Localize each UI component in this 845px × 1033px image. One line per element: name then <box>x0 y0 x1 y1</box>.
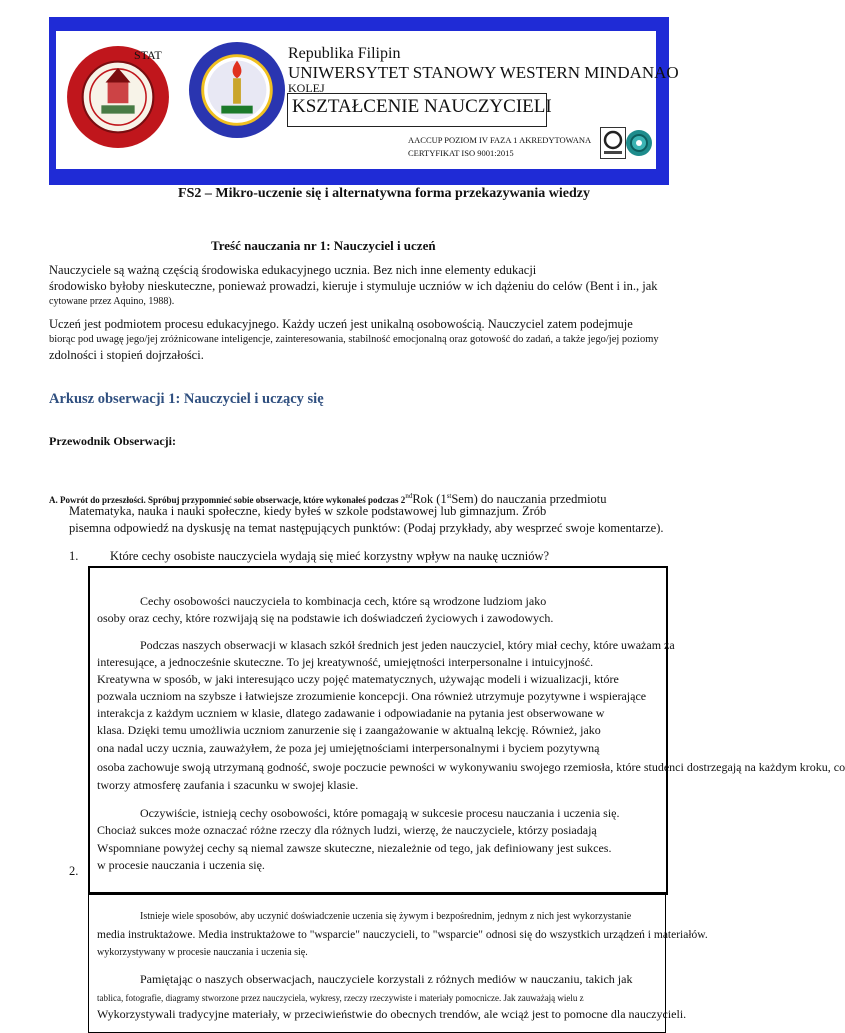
header-accreditation: AACCUP POZIOM IV FAZA 1 AKREDYTOWANA <box>408 135 592 145</box>
question-number: 2. <box>69 864 79 878</box>
answer-line: Wspomniane powyżej cechy są niemal zawsze skuteczne, niezależnie od tego, jak definiowany jest sukces. <box>97 841 612 855</box>
section-a-line2: Matematyka, nauka i nauki społeczne, kiedy byłeś w szkole podstawowej lub gimnazjum. Zrób <box>69 504 547 518</box>
answer-line: Istnieje wiele sposobów, aby uczynić doświadczenie uczenia się żywym i bezpośrednim, jednym z nich jest wykorzystanie <box>140 911 632 922</box>
section-a-sup2: st <box>446 492 452 500</box>
content-title: Treść nauczania nr 1: Nauczyciel i uczeń <box>211 238 436 253</box>
learner-line: Uczeń jest podmiotem procesu edukacyjnego. Każdy uczeń jest unikalną osobowością. Nauczyciel zatem podejmuje <box>49 317 633 331</box>
answer-line: osoby oraz cechy, które rozwijają się na podstawie ich doświadczeń życiowych i zawodowych. <box>97 611 554 625</box>
answer-line: klasa. Dzięki temu umożliwia uczniom zanurzenie się i zaangażowanie w aktualną lekcję. Również, jako <box>97 723 601 737</box>
answer-line: interakcja z każdym uczniem w klasie, dlatego zadawanie i odpowiadanie na pytania jest obserwowane w <box>97 706 605 720</box>
header-college-label: KOLEJ <box>288 81 325 95</box>
answer-line: wykorzystywany w procesie nauczania i uczenia się. <box>97 947 308 958</box>
accreditation-gear-logo <box>625 129 653 157</box>
observation-guide-title: Przewodnik Obserwacji: <box>49 434 176 448</box>
intro-line: Nauczyciele są ważną częścią środowiska edukacyjnego ucznia. Bez nich inne elementy edukacji <box>49 263 537 277</box>
answer-line: Pamiętając o naszych obserwacjach, nauczyciele korzystali z różnych mediów w nauczaniu, takich jak <box>140 972 633 986</box>
answer-line: Oczywiście, istnieją cechy osobowości, które pomagają w sukcesie procesu nauczania i uczenia się. <box>140 806 620 820</box>
learner-line: zdolności i stopień dojrzałości. <box>49 348 204 362</box>
answer-line: Podczas naszych obserwacji w klasach szkół średnich jest jeden nauczyciel, który miał cechy, które uważam za <box>140 638 675 652</box>
answer-line: tworzy atmosferę zaufania i szacunku w swojej klasie. <box>97 778 359 792</box>
observation-sheet-title: Arkusz obserwacji 1: Nauczyciel i uczący się <box>49 391 324 407</box>
answer-line: media instruktażowe. Media instruktażowe to "wsparcie" nauczycieli, to "wsparcie" odnosi się do wszystkich urządzeń i materiałów. <box>97 929 708 941</box>
answer-line: tablica, fotografie, diagramy stworzone przez nauczyciela, wykresy, rzeczy rzeczywiste i materiały pomocnicze. Jak zauważają wielu z <box>97 993 584 1003</box>
answer-line: ona nadal uczy ucznia, zauważyłem, że poza jej umiejętnościami interpersonalnymi i byciem pozytywną <box>97 741 600 755</box>
answer-line: Wykorzystywali tradycyjne materiały, w przeciwieństwie do obecnych trendów, ale wciąż jest to pomocne dla nauczycieli. <box>97 1007 687 1021</box>
question-text: Które cechy osobiste nauczyciela wydają się mieć korzystny wpływ na naukę uczniów? <box>110 549 550 563</box>
header-university-name: UNIWERSYTET STANOWY WESTERN MINDANAO <box>288 63 679 82</box>
intro-line: cytowane przez Aquino, 1988). <box>49 296 175 307</box>
answer-line: Kreatywna w sposób, w jaki interesująco uczy pojęć matematycznych, używając modeli i wizualizacji, które <box>97 672 619 686</box>
answer-line: w procesie nauczania i uczenia się. <box>97 858 265 872</box>
intro-line: środowisko byłoby nieskuteczne, ponieważ prowadzi, kieruje i stymuluje uczniów w ich dążeniu do celów (Bent i in., jak <box>49 279 658 293</box>
college-seal-logo <box>188 41 286 139</box>
answer-line: Chociaż sukces może oznaczać różne rzeczy dla różnych ludzi, wierzę, że nauczyciele, którzy posiadają <box>97 823 597 837</box>
section-a-lead: A. Powrót do przeszłości. Spróbuj przypomnieć sobie obserwacje, które wykonałeś podczas 2 <box>49 495 406 506</box>
header-republic: Republika Filipin <box>288 45 401 62</box>
header-iso-certificate: CERTYFIKAT ISO 9001:2015 <box>408 148 514 158</box>
learner-line: biorąc pod uwagę jego/jej zróżnicowane inteligencje, zainteresowania, stabilność emocjonalną oraz gotowość do zadań, a także jego/jej poziomy <box>49 334 659 345</box>
header-stat-text: STAT <box>134 48 162 62</box>
section-a-sup1: nd <box>405 492 413 500</box>
iso-certification-logo <box>600 127 626 159</box>
section-a-year: Rok (1 <box>412 492 447 507</box>
answer-line: interesujące, a jednocześnie skuteczne. To jej kreatywność, umiejętności interpersonalne i intuicyjność. <box>97 655 594 669</box>
header-department-name: KSZTAŁCENIE NAUCZYCIELI <box>292 96 552 117</box>
question-number: 1. <box>69 549 79 563</box>
answer-line: pozwala uczniom na szybsze i łatwiejsze zrozumienie koncepcji. Ona również utrzymuje pozytywne i wspierające <box>97 689 647 703</box>
document-title: FS2 – Mikro-uczenie się i alternatywna forma przekazywania wiedzy <box>178 186 590 201</box>
answer-line: Cechy osobowości nauczyciela to kombinacja cech, które są wrodzone ludziom jako <box>140 594 547 608</box>
section-a-rest: Sem) do nauczania przedmiotu <box>451 492 607 507</box>
answer-line-small: osoba zachowuje swoją utrzymaną godność, swoje poczucie pewności w wykonywaniu swojego rzemiosła, które studenci dostrzegają na każdym kroku, co <box>97 760 845 774</box>
section-a-line3: pisemna odpowiedź na dyskusję na temat następujących punktów: (Podaj przykłady, aby wesprzeć swoje komentarze). <box>69 521 664 535</box>
